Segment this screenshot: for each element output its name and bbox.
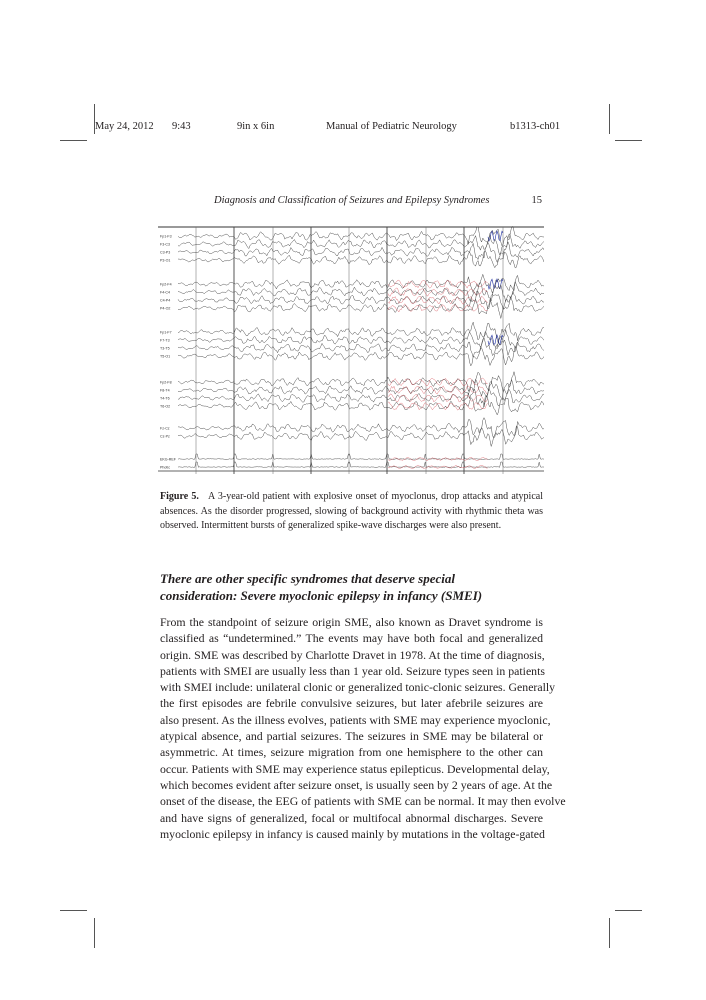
body-line: with SMEI include: unilateral clonic or generalized tonic-clonic seizures. Generally xyxy=(160,680,556,695)
header-code: b1313-ch01 xyxy=(510,121,561,132)
eeg-channel-label: F8-T4 xyxy=(160,388,170,393)
eeg-channel-label: Fp2-F8 xyxy=(160,380,172,385)
eeg-channel-label: Fp1-F7 xyxy=(160,330,172,335)
eeg-trace-highlight xyxy=(388,378,488,386)
body-line: which becomes evident after seizure onset, is usually seen by 2 years of age. At the xyxy=(160,777,553,792)
eeg-trace xyxy=(178,462,544,467)
section-heading xyxy=(160,571,543,604)
running-head-title: Diagnosis and Classification of Seizures and Epilepsy Syndromes xyxy=(214,195,490,206)
crop-mark xyxy=(60,910,87,911)
crop-mark xyxy=(609,104,610,134)
eeg-trace xyxy=(178,426,544,447)
eeg-channel-label: Photic xyxy=(160,465,170,470)
header-time: 9:43 xyxy=(172,121,191,132)
body-line: classified as “undetermined.” The events may have both focal and generalized xyxy=(160,631,543,646)
eeg-channel-label: Fp2-F4 xyxy=(160,282,172,287)
eeg-channel-label: F3-C3 xyxy=(160,242,170,247)
eeg-channel-label: F7-T3 xyxy=(160,338,170,343)
caption-label: Figure 5. xyxy=(160,491,199,502)
eeg-channel-label: EKG-REF xyxy=(160,457,176,462)
eeg-trace xyxy=(178,226,544,245)
eeg-trace xyxy=(178,242,544,262)
eeg-trace xyxy=(178,251,544,268)
eeg-channel-label: Cz-Pz xyxy=(160,434,170,439)
body-line: patients with SMEI are usually less than 1 year old. Seizure types seen in patients xyxy=(160,663,545,678)
header-date: May 24, 2012 xyxy=(95,121,154,132)
eeg-trace xyxy=(178,274,544,293)
eeg-trace-highlight xyxy=(388,394,488,402)
crop-mark xyxy=(615,910,642,911)
eeg-trace-highlight xyxy=(388,280,488,288)
figure-caption xyxy=(160,490,543,534)
crop-mark xyxy=(60,140,87,141)
eeg-trace xyxy=(178,291,544,310)
caption-text: A 3-year-old patient with explosive onset of myoclonus, drop attacks and atypical absences. As the disorder progressed, slowing of background activity with rhythmic theta was observed. Intermittent bursts of generalized spike-wave discharges were also present. xyxy=(160,491,543,531)
crop-mark xyxy=(94,918,95,948)
eeg-trace-highlight xyxy=(388,296,488,304)
section-heading-line: There are other specific syndromes that deserve special xyxy=(160,571,455,586)
body-line: the first episodes are febrile convulsive seizures, but later afebrile seizures are xyxy=(160,696,543,711)
body-line: origin. SME was described by Charlotte Dravet in 1978. At the time of diagnosis, xyxy=(160,647,545,662)
body-line: atypical absence, and partial seizures. The seizures in SME may be bilateral or xyxy=(160,729,543,744)
header-book-title: Manual of Pediatric Neurology xyxy=(326,121,457,132)
page-number: 15 xyxy=(531,195,542,206)
body-line: and have signs of generalized, focal or multifocal abnormal discharges. Severe xyxy=(160,810,543,825)
body-line: asymmetric. At times, seizure migration from one hemisphere to the other can xyxy=(160,745,543,760)
eeg-trace xyxy=(178,418,544,438)
eeg-channel-label: Fp1-F3 xyxy=(160,234,172,239)
body-line: also present. As the illness evolves, patients with SME may experience myoclonic, xyxy=(160,712,551,727)
crop-mark xyxy=(609,918,610,948)
header-trim: 9in x 6in xyxy=(237,121,275,132)
body-line: occur. Patients with SME may experience status epilepticus. Developmental delay, xyxy=(160,761,550,776)
eeg-channel-label: F4-C4 xyxy=(160,290,170,295)
eeg-trace xyxy=(178,338,544,358)
eeg-channel-label: P3-O1 xyxy=(160,258,171,263)
eeg-channel-label: C4-P4 xyxy=(160,298,171,303)
body-line: onset of the disease, the EEG of patients with SME can be normal. It may then evolve xyxy=(160,794,566,809)
eeg-trace xyxy=(178,322,544,343)
eeg-channel-label: T6-O2 xyxy=(160,404,171,409)
eeg-channel-label: Fz-Cz xyxy=(160,426,170,431)
eeg-channel-label: T4-T6 xyxy=(160,396,170,401)
eeg-trace xyxy=(178,346,544,366)
eeg-channel-label: T3-T5 xyxy=(160,346,170,351)
eeg-channel-label: P4-O2 xyxy=(160,306,171,311)
eeg-trace xyxy=(178,454,544,459)
eeg-trace xyxy=(178,389,544,407)
crop-mark xyxy=(615,140,642,141)
eeg-channel-label: T5-O1 xyxy=(160,354,171,359)
body-paragraph xyxy=(160,614,566,842)
body-line: From the standpoint of seizure origin SME, also known as Dravet syndrome is xyxy=(160,615,543,629)
eeg-trace xyxy=(178,396,544,415)
section-heading-line: consideration: Severe myoclonic epilepsy in infancy (SMEI) xyxy=(160,587,483,603)
eeg-figure xyxy=(158,226,544,486)
eeg-channel-label: C3-P3 xyxy=(160,250,171,255)
body-line: myoclonic epilepsy in infancy is caused mainly by mutations in the voltage-gated xyxy=(160,826,545,841)
